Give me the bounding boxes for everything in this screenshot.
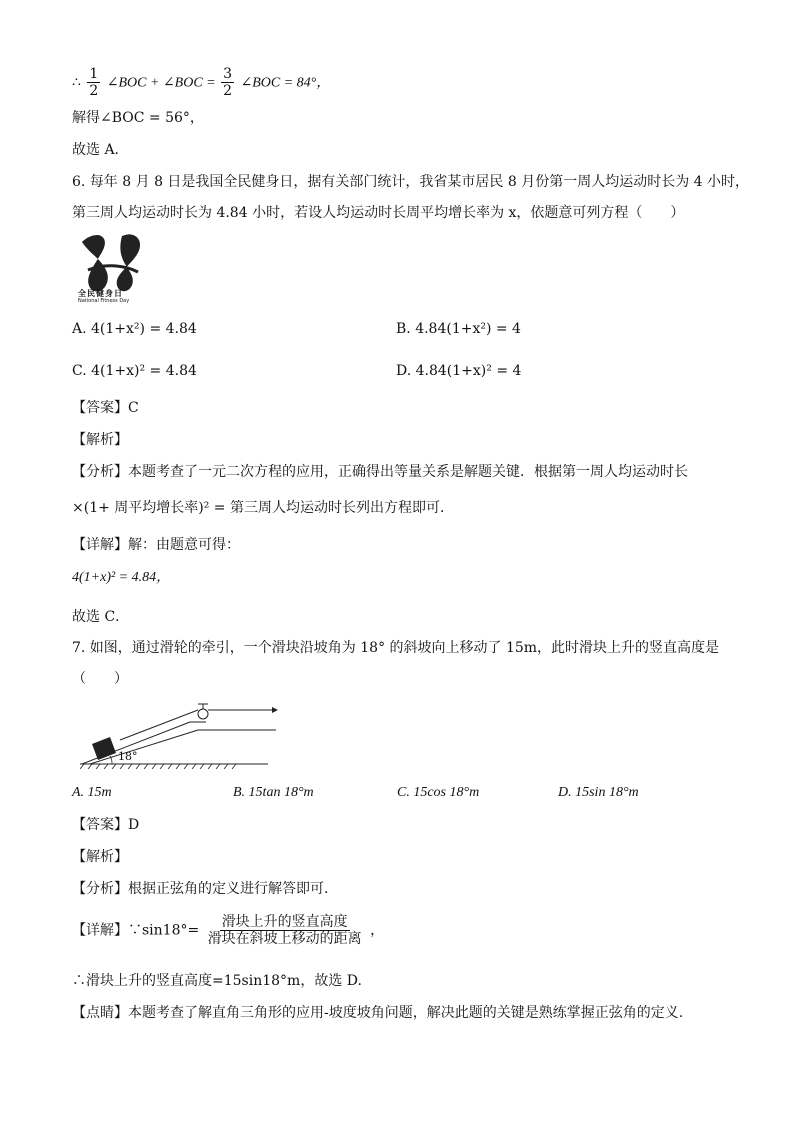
q6-detail: 【详解】解：由题意可得： [72, 537, 240, 553]
q7-sine-fraction: $\frac{\text{滑块上升的竖直高度}}{\text{滑块在斜坡上移动的距离}}$ [207, 914, 362, 947]
q6-analysis-line-2: ×(1+ 周平均增长率)² = 第三周人均运动时长列出方程即可． [72, 500, 454, 516]
q7-option-b: B. 15tan 18°m [233, 785, 314, 800]
equation-line-1 [72, 66, 330, 99]
q6-answer: 【答案】C [72, 400, 139, 416]
equation-end: ∠BOC = 84°， [240, 75, 331, 91]
equation-middle: ∠BOC + ∠BOC = [106, 75, 220, 91]
q7-detail-prefix: 【详解】∵sin18°= [72, 922, 200, 939]
q7-detail-suffix: ， [370, 922, 385, 939]
q6-equation: 4(1+x)² = 4.84， [72, 570, 171, 585]
q7-conclusion: ∴滑块上升的竖直高度=15sin18°m，故选 D. [72, 973, 362, 989]
q7-analysis: 【分析】根据正弦角的定义进行解答即可. [72, 881, 329, 897]
q7-text-line-1: 7. 如图，通过滑轮的牵引，一个滑块沿坡角为 18° 的斜坡向上移动了 15m，此时滑块上升的竖直高度是 [72, 640, 720, 656]
q6-option-a: A. 4(1+x²) = 4.84 [72, 321, 197, 337]
fraction-one-half: $\frac{1}{2}$ [89, 66, 99, 99]
fitness-day-logo [72, 230, 152, 304]
q6-conclusion: 故选 C． [72, 609, 130, 625]
logo-caption-cn: 全民健身日 [78, 289, 123, 298]
q7-text-line-2: （ ） [72, 671, 128, 687]
q6-option-d: D. 4.84(1+x)² = 4 [396, 363, 522, 379]
q7-answer: 【答案】D [72, 817, 140, 833]
therefore-symbol: ∴ [72, 74, 81, 91]
logo-caption-en: National Fitness Day [78, 298, 130, 304]
q6-analysis-line-1: 【分析】本题考查了一元二次方程的应用，正确得出等量关系是解题关键．根据第一周人均运动时长 [72, 464, 688, 480]
q6-option-b: B. 4.84(1+x²) = 4 [396, 321, 521, 337]
q7-option-c: C. 15cos 18°m [397, 785, 480, 800]
q7-option-d: D. 15sin 18°m [558, 785, 639, 800]
incline-pulley-diagram [80, 700, 280, 770]
q7-detail-line [72, 914, 384, 947]
solution-line: 解得∠BOC = 56°， [72, 110, 204, 126]
q7-analysis-title: 【解析】 [72, 849, 128, 865]
fraction-three-halves: $\frac{3}{2}$ [223, 66, 233, 99]
q6-text-line-2: 第三周人均运动时长为 4.84 小时，若设人均运动时长周平均增长率为 x，依题意可列方程（ ） [72, 205, 685, 221]
incline-angle-label: 18° [118, 750, 138, 763]
q6-analysis-title: 【解析】 [72, 432, 128, 448]
q6-text-line-1: 6. 每年 8 月 8 日是我国全民健身日，据有关部门统计，我省某市居民 8 月份第一周人均运动时长为 4 小时， [72, 174, 750, 190]
incline-diagram-svg [80, 700, 280, 770]
q7-comment: 【点睛】本题考查了解直角三角形的应用-坡度坡角问题，解决此题的关键是熟练掌握正弦角的定义. [72, 1005, 684, 1021]
q6-option-c: C. 4(1+x)² = 4.84 [72, 363, 197, 379]
choice-line-a: 故选 A． [72, 142, 129, 158]
q7-option-a: A. 15m [72, 785, 112, 800]
